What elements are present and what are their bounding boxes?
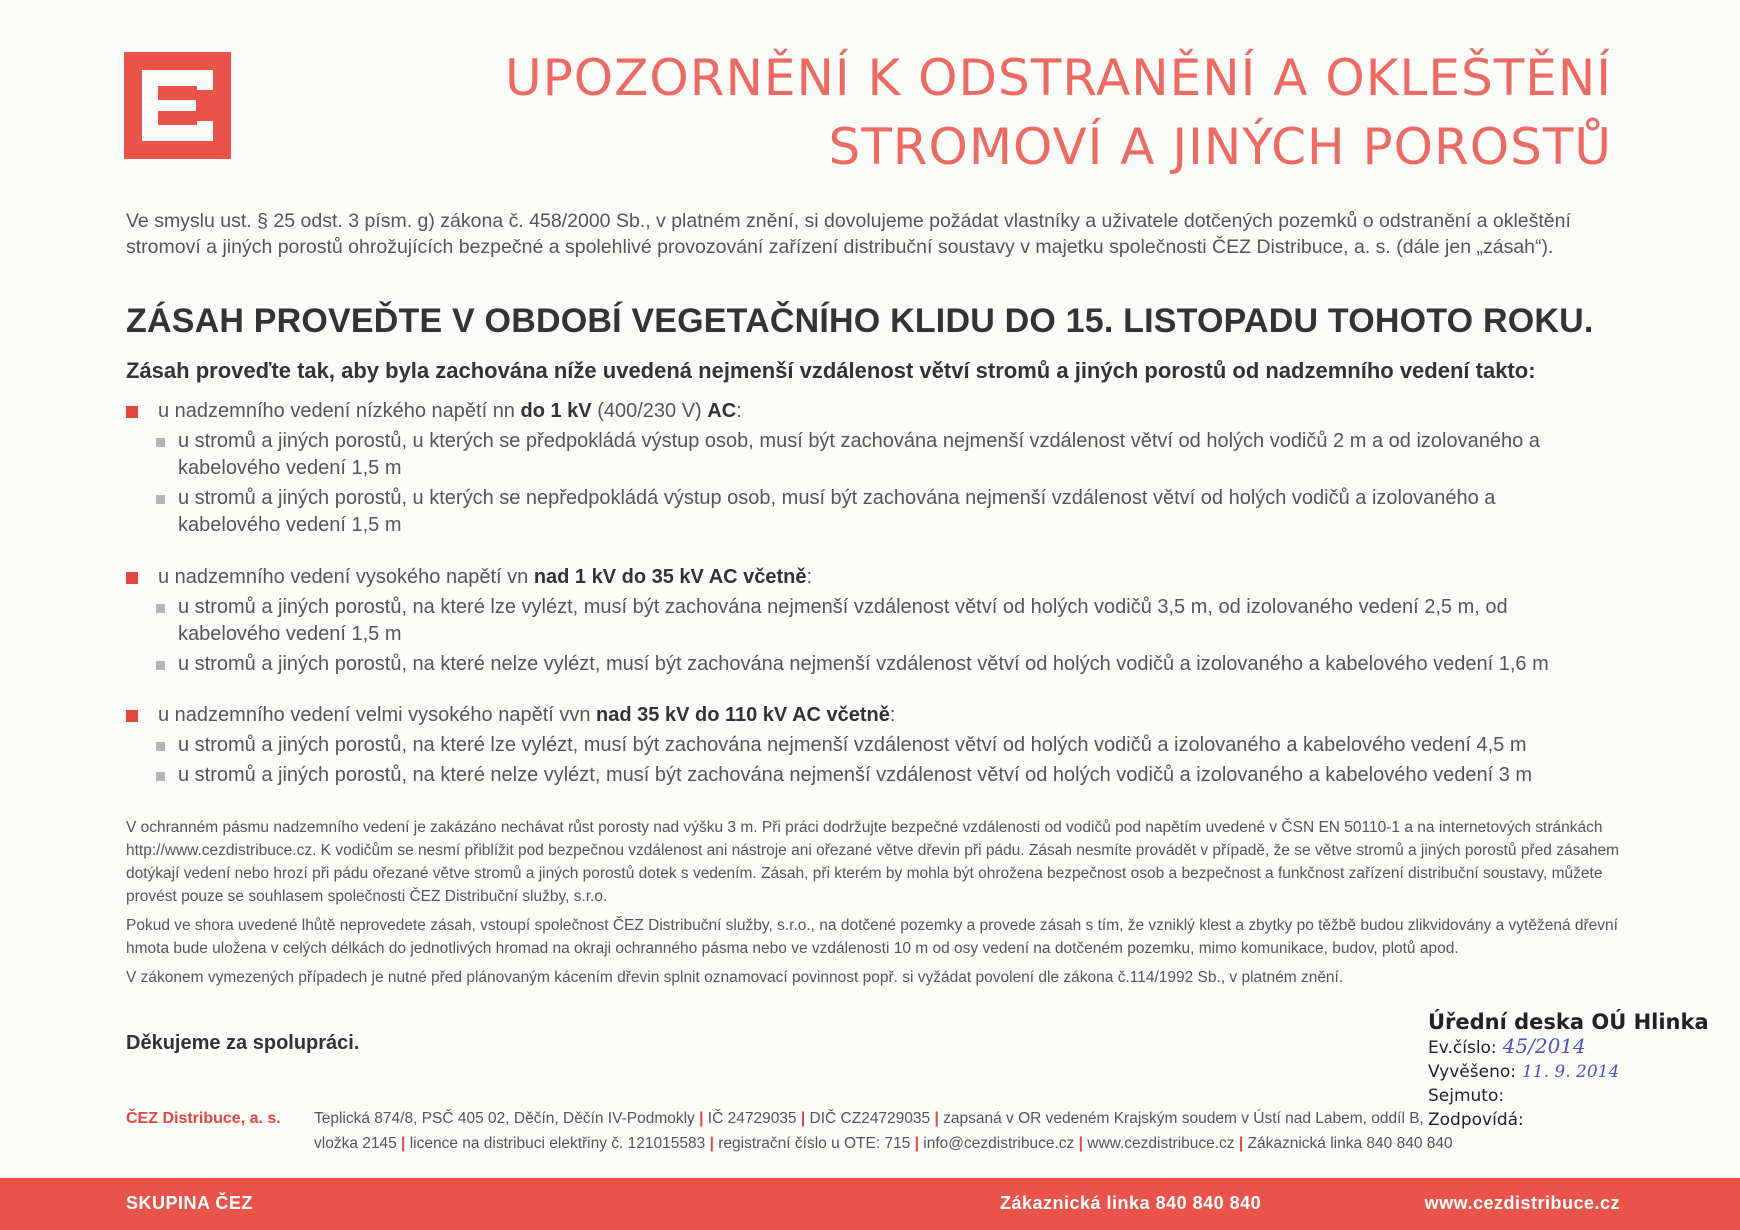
footer-email: info@cezdistribuce.cz (923, 1135, 1075, 1152)
notes (126, 816, 1626, 995)
grey-bullet-icon (156, 438, 165, 447)
band-group-name: SKUPINA ČEZ (126, 1193, 253, 1213)
red-bullet-icon (126, 406, 138, 418)
thanks-text: Děkujeme za spolupráci. (126, 1032, 360, 1054)
list-item: u stromů a jiných porostů, na které lze vylézt, musí být zachována nejmenší vzdálenost větví od holých vodičů 3,5 m, od izolovaného vedení 2,5 m, od kabelového vedení 1,5 m (126, 594, 1578, 648)
separator: | (1078, 1135, 1083, 1152)
title-line-1: UPOZORNĚNÍ K ODSTRANĚNÍ A OKLEŠTĚNÍ (505, 49, 1612, 107)
cez-logo-icon (124, 52, 231, 159)
list-item: u stromů a jiných porostů, na které nelze vylézt, musí být zachována nejmenší vzdálenost větví od holých vodičů a izolovaného a kabelového vedení 3 m (126, 762, 1626, 789)
list-item: u stromů a jiných porostů, u kterých se nepředpokládá výstup osob, musí být zachována nejmenší vzdálenost větví od holých vodičů a izolovaného a kabelového vedení 1,5 m (126, 485, 1578, 539)
grey-bullet-icon (156, 495, 165, 504)
grey-bullet-icon (156, 604, 165, 613)
separator: | (699, 1110, 704, 1127)
band-website: www.cezdistribuce.cz (1424, 1193, 1620, 1213)
deadline-headline: ZÁSAH PROVEĎTE V OBDOBÍ VEGETAČNÍHO KLIDU DO 15. LISTOPADU TOHOTO ROKU. (126, 302, 1594, 340)
note-paragraph: V ochranném pásmu nadzemního vedení je zakázáno nechávat růst porosty nad výšku 3 m. Při práci dodržujte bezpečné vzdálenosti od vodičů pod napětím uvedené v ČSN EN 50110-1 a na internetových stránkách http://www.cezdistribuce.cz. K vodičům se nesmí přiblížit pod bezpečnou vzdálenost ani nástroje ani ořezané větve dřevin při pádu. Zásah nesmíte provádět v případě, že se větve stromů a jiných porostů před zásahem dotýkají vedení nebo hrozí při pádu ořezané větve stromů a jiných porostů dotek s vedením. Zásah, při kterém by mohla být ohrožena bezpečnost osob a bezpečnost a funkčnost zařízení distribuční soustavy, můžete provést pouze se souhlasem společnosti ČEZ Distribuční služby, s.r.o. (126, 819, 1620, 905)
separator: | (401, 1135, 406, 1152)
footer-company: ČEZ Distribuce, a. s. (126, 1110, 281, 1127)
separator: | (1238, 1135, 1244, 1152)
footer-website: www.cezdistribuce.cz (1087, 1135, 1235, 1152)
section-high-voltage (126, 564, 1626, 678)
stamp-removed-row: Sejmuto: (1428, 1086, 1505, 1106)
title-line-2: STROMOVÍ A JINÝCH POROSTŮ (828, 118, 1612, 176)
stamp-responsible-row: Zodpovídá: (1428, 1110, 1524, 1130)
list-item: u stromů a jiných porostů, na které lze vylézt, musí být zachována nejmenší vzdálenost větví od holých vodičů a izolovaného a kabelového vedení 4,5 m (126, 732, 1626, 759)
stamp-title: Úřední deska OÚ Hlinka (1428, 1010, 1709, 1034)
section-heading: u nadzemního vedení vysokého napětí vn nad 1 kV do 35 kV AC včetně: (126, 564, 1626, 591)
section-heading: u nadzemního vedení nízkého napětí nn do 1 kV (400/230 V) AC: (126, 398, 1626, 425)
red-bullet-icon (126, 572, 138, 584)
footer-address (314, 1106, 1634, 1156)
page-title (505, 44, 1612, 182)
intro-paragraph: Ve smyslu ust. § 25 odst. 3 písm. g) zákona č. 458/2000 Sb., v platném znění, si dovolujeme požádat vlastníky a uživatele dotčených pozemků o odstranění a okleštění stromoví a jiných porostů ohrožujících bezpečné a spolehlivé provozování zařízení distribuční soustavy v majetku společnosti ČEZ Distribuce, a. s. (dále jen „zásah“). (126, 210, 1571, 258)
section-low-voltage (126, 398, 1626, 539)
section-very-high-voltage (126, 702, 1626, 789)
note-paragraph: V zákonem vymezených případech je nutné před plánovaným kácením dřevin splnit oznamovací povinnost popř. si vyžádat povolení dle zákona č.114/1992 Sb., v platném znění. (126, 969, 1344, 986)
distance-subheading: Zásah proveďte tak, aby byla zachována níže uvedená nejmenší vzdálenost větví stromů a jiných porostů od nadzemního vedení takto: (126, 358, 1536, 383)
bottom-red-band (0, 1178, 1740, 1230)
section-heading: u nadzemního vedení velmi vysokého napětí vvn nad 35 kV do 110 kV AC včetně: (126, 702, 1626, 729)
grey-bullet-icon (156, 742, 165, 751)
separator: | (934, 1110, 939, 1127)
separator: | (709, 1135, 714, 1152)
grey-bullet-icon (156, 661, 165, 670)
footer-line-1: Teplická 874/8, PSČ 405 02, Děčín, Děčín IV-Podmokly | IČ 24729035 | DIČ CZ24729035 | zapsaná v OR vedeném Krajským soudem v Ústí nad Labem, oddíl B, (314, 1110, 1424, 1127)
stamp-posted-row: Vyvěšeno: 11. 9. 2014 (1428, 1062, 1620, 1082)
note-paragraph: Pokud ve shora uvedené lhůtě neprovedete zásah, vstoupí společnost ČEZ Distribuční služby, s.r.o., na dotčené pozemky a provede zásah s tím, že vzniklý klest a zbytky po těžbě budou zlikvidovány a vytěžená dřevní hmota bude uložena v celých délkách do jednotlivých hromad na okraji ochranného pásma nebo ve vzdálenosti 10 m od osy vedení na dotčeném pozemku, mimo komunikace, budov, plotů apod. (126, 917, 1618, 957)
list-item: u stromů a jiných porostů, u kterých se předpokládá výstup osob, musí být zachována nejmenší vzdálenost větví od holých vodičů 2 m a od izolovaného a kabelového vedení 1,5 m (126, 428, 1578, 482)
footer-line-2: vložka 2145 | licence na distribuci elektřiny č. 121015583 | registrační číslo u OTE: 715 | info@cezdistribuce.cz | www.cezdistribuce.cz | Zákaznická linka 840 840 840 (314, 1135, 1453, 1152)
band-hotline: Zákaznická linka 840 840 840 (1000, 1193, 1262, 1213)
grey-bullet-icon (156, 772, 165, 781)
separator: | (800, 1110, 806, 1127)
stamp-ev-row: Ev.číslo: 45/2014 (1428, 1034, 1586, 1058)
red-bullet-icon (126, 710, 138, 722)
separator: | (914, 1135, 919, 1152)
handwritten-ev-number: 45/2014 (1502, 1034, 1586, 1058)
handwritten-posted-date: 11. 9. 2014 (1521, 1062, 1620, 1082)
list-item: u stromů a jiných porostů, na které nelze vylézt, musí být zachována nejmenší vzdálenost větví od holých vodičů a izolovaného a kabelového vedení 1,6 m (126, 651, 1626, 678)
